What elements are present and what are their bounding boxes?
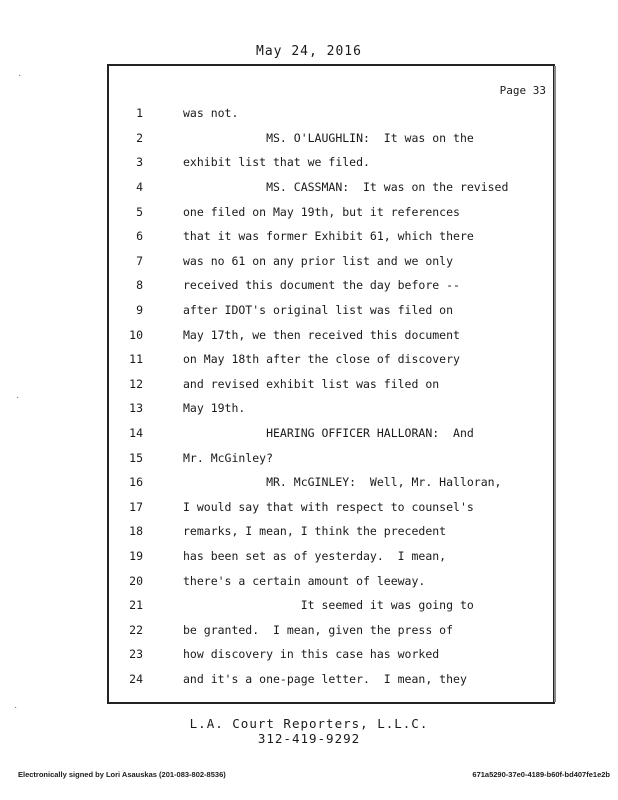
line-text: was no 61 on any prior list and we only — [183, 253, 454, 268]
line-number: 14 — [129, 426, 143, 441]
line-text: be granted. I mean, given the press of — [183, 622, 454, 637]
line-text: and it's a one-page letter. I mean, they — [183, 671, 467, 686]
line-text: was not. — [183, 106, 239, 121]
transcript-line — [107, 101, 555, 126]
line-number: 9 — [136, 303, 143, 318]
line-number: 16 — [129, 475, 143, 490]
transcript-line — [107, 347, 555, 372]
transcript-line — [107, 126, 555, 151]
line-number: 8 — [136, 278, 143, 293]
document-hash: 671a5290-37e0-4189-b60f-bd407fe1e2b — [472, 770, 610, 779]
line-text: remarks, I mean, I think the precedent — [183, 524, 447, 539]
line-text: MS. CASSMAN: It was on the revised — [183, 180, 509, 195]
line-number: 11 — [129, 352, 143, 367]
transcript-line — [107, 445, 555, 470]
line-number: 19 — [129, 548, 143, 563]
line-text: one filed on May 19th, but it references — [183, 204, 460, 219]
line-number: 17 — [129, 499, 143, 514]
transcript-line — [107, 322, 555, 347]
line-number: 24 — [129, 671, 143, 686]
line-text: May 17th, we then received this document — [183, 327, 460, 342]
transcript-line — [107, 273, 555, 298]
line-number: 6 — [136, 229, 143, 244]
scan-mark: · — [16, 392, 20, 403]
line-text: received this document the day before -- — [183, 278, 460, 293]
line-text: has been set as of yesterday. I mean, — [183, 548, 447, 563]
line-number: 5 — [136, 204, 143, 219]
transcript-line — [107, 568, 555, 593]
line-text: HEARING OFFICER HALLORAN: And — [183, 426, 474, 441]
line-number: 10 — [129, 327, 143, 342]
transcript-line — [107, 298, 555, 323]
transcript-line — [107, 544, 555, 569]
line-number: 13 — [129, 401, 143, 416]
line-text: and revised exhibit list was filed on — [183, 376, 440, 391]
line-text: I would say that with respect to counsel's — [183, 499, 474, 514]
electronic-signature-note: Electronically signed by Lori Asauskas (201-083-802-8536) — [18, 770, 226, 779]
line-text: that it was former Exhibit 61, which there — [183, 229, 474, 244]
scan-mark: · — [18, 70, 22, 81]
line-text: there's a certain amount of leeway. — [183, 573, 426, 588]
transcript-line — [107, 150, 555, 175]
transcript-line — [107, 667, 555, 692]
line-text: MR. McGINLEY: Well, Mr. Halloran, — [183, 475, 502, 490]
line-number: 7 — [136, 253, 143, 268]
line-text: Mr. McGinley? — [183, 450, 274, 465]
line-number: 1 — [136, 106, 143, 121]
transcript-line — [107, 199, 555, 224]
line-text: on May 18th after the close of discovery — [183, 352, 460, 367]
line-number: 12 — [129, 376, 143, 391]
transcript-lines — [107, 101, 555, 691]
line-number: 23 — [129, 647, 143, 662]
transcript-line — [107, 617, 555, 642]
transcript-line — [107, 593, 555, 618]
line-number: 22 — [129, 622, 143, 637]
transcript-date: May 24, 2016 — [256, 44, 362, 59]
transcript-line — [107, 519, 555, 544]
line-number: 15 — [129, 450, 143, 465]
transcript-line — [107, 175, 555, 200]
transcript-line — [107, 642, 555, 667]
line-number: 18 — [129, 524, 143, 539]
transcript-line — [107, 372, 555, 397]
line-text: MS. O'LAUGHLIN: It was on the — [183, 130, 474, 145]
transcript-line — [107, 470, 555, 495]
line-text: May 19th. — [183, 401, 246, 416]
line-number: 21 — [129, 598, 143, 613]
page-number-label: Page 33 — [499, 84, 546, 97]
line-text: how discovery in this case has worked — [183, 647, 440, 662]
line-number: 20 — [129, 573, 143, 588]
line-number: 4 — [136, 180, 143, 195]
transcript-line — [107, 249, 555, 274]
court-reporter-phone: 312-419-9292 — [257, 731, 361, 746]
transcript-line — [107, 396, 555, 421]
transcript-line — [107, 421, 555, 446]
line-text: exhibit list that we filed. — [183, 155, 370, 170]
line-text: after IDOT's original list was filed on — [183, 303, 454, 318]
transcript-line — [107, 224, 555, 249]
line-number: 3 — [136, 155, 143, 170]
court-reporter-name: L.A. Court Reporters, L.L.C. — [189, 716, 429, 731]
line-text: It seemed it was going to — [183, 598, 474, 613]
scan-mark: · — [14, 702, 18, 713]
line-number: 2 — [136, 130, 143, 145]
transcript-line — [107, 495, 555, 520]
